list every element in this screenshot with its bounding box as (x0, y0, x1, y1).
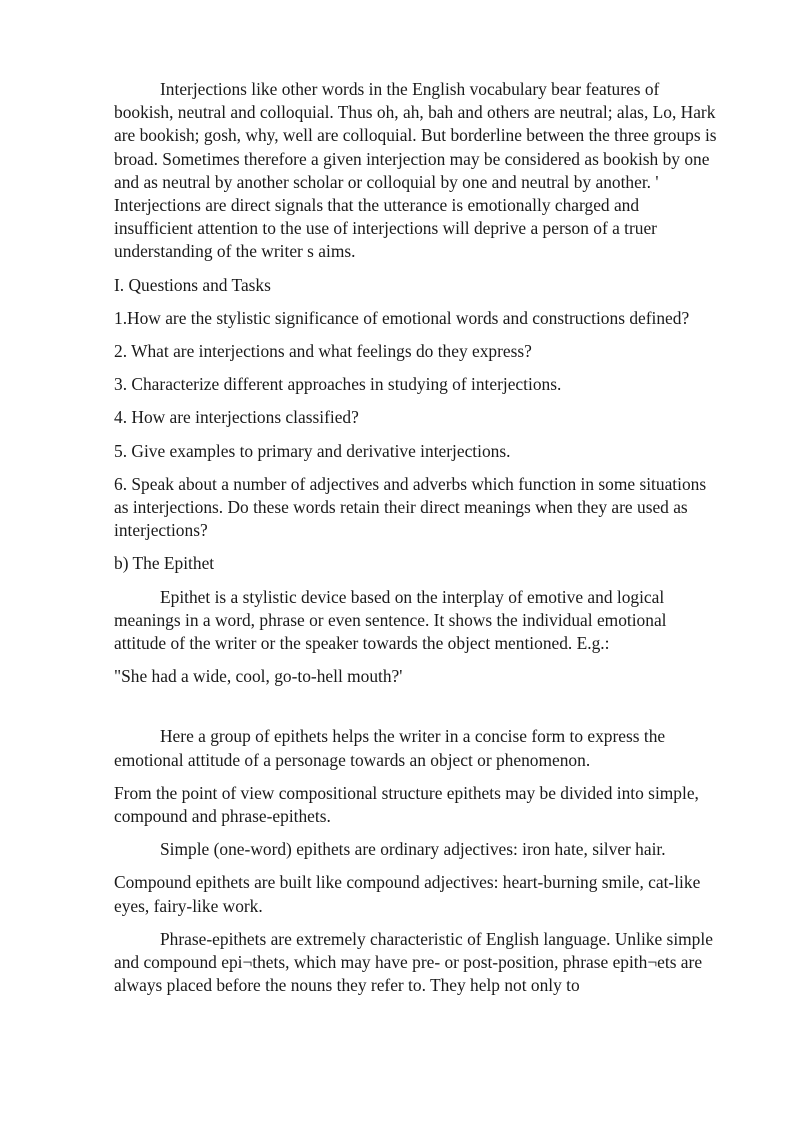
question-3: 3. Characterize different approaches in studying of interjections. (114, 374, 562, 395)
question-6: 6. Speak about a number of adjectives and adverbs which function in some situations as interjections. Do these words retain their direct meanings when they are used as interjections? (114, 473, 707, 541)
paragraph-epithet-definition: Epithet is a stylistic device based on the interplay of emotive and logical meanings in a word, phrase or even sentence. It shows the individual emotional attitude of the writer or the speaker towards the object mentioned. E.g.: (114, 586, 667, 654)
question-1: 1.How are the stylistic significance of emotional words and constructions defined? (114, 307, 690, 328)
section-heading-epithet: b) The Epithet (114, 553, 215, 574)
paragraph-compound-epithets: Compound epithets are built like compound adjectives: heart-burning smile, cat-like eyes, fairy-like work. (114, 872, 701, 916)
example-quote: "She had a wide, cool, go-to-hell mouth?' (114, 666, 403, 687)
paragraph-compositional-structure: From the point of view compositional structure epithets may be divided into simple, compound and phrase-epithets. (114, 782, 699, 827)
question-4: 4. How are interjections classified? (114, 407, 359, 428)
paragraph-interjections-intro: Interjections like other words in the English vocabulary bear features of bookish, neutral and colloquial. Thus oh, ah, bah and others are neutral; alas, Lo, Hark are bookish; gosh, why, well are colloquial. But borderline between the three groups is broad. Sometimes therefore a given interjection may be considered as bookish by one and as neutral by another scholar or colloquial by one and neutral by another. ' Interjections are direct signals that the utterance is emotionally charged and insufficient attention to the use of interjections will deprive a person of a truer understanding of the writer s aims. (114, 79, 717, 262)
paragraph-simple-epithets: Simple (one-word) epithets are ordinary adjectives: iron hate, silver hair. (160, 839, 666, 860)
paragraph-phrase-epithets: Phrase-epithets are extremely characteristic of English language. Unlike simple and compound epi¬thets, which may have pre- or post-position, phrase epith¬ets are always placed before the nouns they refer to. They help not only to (114, 928, 713, 996)
section-heading-questions: I. Questions and Tasks (114, 274, 271, 295)
question-2: 2. What are interjections and what feelings do they express? (114, 341, 532, 362)
paragraph-epithet-group: Here a group of epithets helps the writer in a concise form to express the emotional attitude of a personage towards an object or phenomenon. (114, 726, 666, 770)
question-5: 5. Give examples to primary and derivative interjections. (114, 440, 511, 461)
